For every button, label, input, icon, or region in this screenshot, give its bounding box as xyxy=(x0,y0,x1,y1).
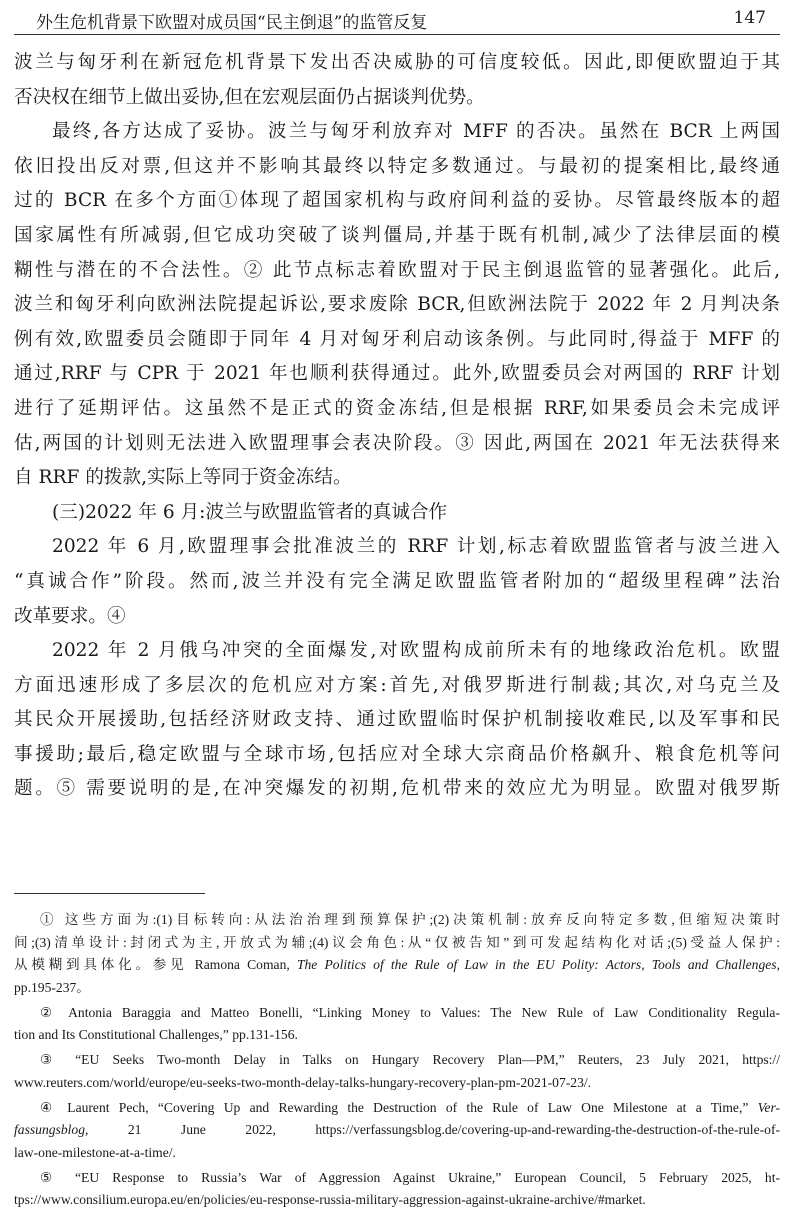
text-line: 依旧投出反对票,但这并不影响其最终以特定多数通过。与最初的提案相比,最终通 xyxy=(14,155,780,177)
footnote-line xyxy=(14,1142,780,1165)
text-line: 进行了延期评估。这虽然不是正式的资金冻结,但是根据 RRF,如果委员会未完成评 xyxy=(14,397,780,419)
footnote-text: www.reuters.com/world/europe/eu-seeks-two-month-delay-talks-hungary-recovery-plan-pm-2021-07-23/. xyxy=(14,1074,592,1090)
text-line: 糊性与潜在的不合法性。② 此节点标志着欧盟对于民主倒退监管的显著强化。此后, xyxy=(14,259,780,281)
text-line: 国家属性有所减弱,但它成功突破了谈判僵局,并基于既有机制,减少了法律层面的模 xyxy=(14,224,780,246)
footnote-text: ③ “EU Seeks Two-month Delay in Talks on Hungary Recovery Plan—PM,” Reuters, 23 July 2021, https:// xyxy=(40,1052,780,1067)
text-line: 2022 年 6 月,欧盟理事会批准波兰的 RRF 计划,标志着欧盟监管者与波兰进入 xyxy=(52,536,780,558)
text-line: 事援助;最后,稳定欧盟与全球市场,包括应对全球大宗商品价格飙升、粮食危机等问 xyxy=(14,743,780,765)
text-line: 其民众开展援助,包括经济财政支持、通过欧盟临时保护机制接收难民,以及军事和民 xyxy=(14,709,780,731)
text-line: 过的 BCR 在多个方面①体现了超国家机构与政府间利益的妥协。尽管最终版本的超 xyxy=(14,190,780,212)
footnote-line xyxy=(14,977,780,1000)
footnote-text: ② Antonia Baraggia and Matteo Bonelli, “Linking Money to Values: The New Rule of Law Conditionality Regula- xyxy=(40,1004,780,1020)
footnote-rule xyxy=(14,893,205,894)
text-line: “真诚合作”阶段。然而,波兰并没有完全满足欧盟监管者附加的“超级里程碑”法治 xyxy=(14,570,780,592)
running-title: 外生危机背景下欧盟对成员国“民主倒退”的监管反复 xyxy=(36,13,428,33)
footnote-line xyxy=(14,1002,780,1025)
text-line: 改革要求。④ xyxy=(14,605,126,627)
footnote-text: , 21 June 2022, https://verfassungsblog.de/covering-up-and-rewarding-the-destruction-of-the-rule-of- xyxy=(85,1122,780,1137)
footnote-text: ⑤ “EU Response to Russia’s War of Aggression Against Ukraine,” European Council, 5 February 2025, ht- xyxy=(40,1169,780,1185)
footnote-line xyxy=(14,1119,780,1142)
text-line: 否决权在细节上做出妥协,但在宏观层面仍占据谈判优势。 xyxy=(14,86,485,108)
footnote-text: pp.195-237。 xyxy=(14,979,90,995)
footnote-line xyxy=(14,954,780,977)
footnote-text: , xyxy=(776,957,780,972)
footnote-line xyxy=(14,1097,780,1120)
footnote-italic-title: Ver- xyxy=(757,1099,780,1115)
page-number: 147 xyxy=(733,8,766,28)
footnote-line xyxy=(14,1167,780,1190)
text-line: 通过,RRF 与 CPR 于 2021 年也顺利获得通过。此外,欧盟委员会对两国的 RRF 计划 xyxy=(14,363,780,385)
footnote-italic-title: The Politics of the Rule of Law in the EU Polity: Actors, Tools and Challenges xyxy=(296,957,777,972)
text-line: 自 RRF 的拨款,实际上等同于资金冻结。 xyxy=(14,467,352,489)
footnote-text: tion and Its Constitutional Challenges,” pp.131-156. xyxy=(14,1027,298,1042)
text-line: 题。⑤ 需要说明的是,在冲突爆发的初期,危机带来的效应尤为明显。欧盟对俄罗斯 xyxy=(14,778,780,800)
footnote-line xyxy=(14,1072,780,1095)
footnote-text: tps://www.consilium.europa.eu/en/policies/eu-response-russia-military-aggression-against-ukraine-archive/#market. xyxy=(14,1192,646,1207)
footnote-line xyxy=(14,1189,780,1212)
footnote-line xyxy=(14,909,780,932)
footnotes xyxy=(14,909,780,1212)
text-line: 波兰和匈牙利向欧洲法院提起诉讼,要求废除 BCR,但欧洲法院于 2022 年 2 月判决条 xyxy=(14,294,780,316)
footnote-text: 间;(3)清单设计:封闭式为主,开放式为辅;(4)议会角色:从“仅被告知”到可发起结构化对话;(5)受益人保护: xyxy=(14,934,780,950)
footnote-text: law-one-milestone-at-a-time/. xyxy=(14,1144,176,1160)
footnote-text: ① 这些方面为:(1)目标转向:从法治治理到预算保护;(2)决策机制:放弃反向特定多数,但缩短决策时 xyxy=(40,912,780,927)
text-line: 波兰与匈牙利在新冠危机背景下发出否决威胁的可信度较低。因此,即便欧盟迫于其 xyxy=(14,52,780,73)
running-header xyxy=(14,6,780,32)
footnote-line xyxy=(14,1049,780,1072)
text-line: 最终,各方达成了妥协。波兰与匈牙利放弃对 MFF 的否决。虽然在 BCR 上两国 xyxy=(52,121,780,143)
footnote-italic-title: fassungsblog xyxy=(14,1122,86,1137)
footnote-text: 从模糊到具体化。参见 Ramona Coman, xyxy=(14,957,297,972)
footnote-text: ④ Laurent Pech, “Covering Up and Rewarding the Destruction of the Rule of Law One Milestone at a Time,” xyxy=(40,1099,758,1115)
text-line: 例有效,欧盟委员会随即于同年 4 月对匈牙利启动该条例。与此同时,得益于 MFF 的 xyxy=(14,328,780,350)
footnote-line xyxy=(14,1024,780,1047)
section-heading: (三)2022 年 6 月:波兰与欧盟监管者的真诚合作 xyxy=(52,501,448,523)
header-rule xyxy=(14,34,780,35)
text-line: 估,两国的计划则无法进入欧盟理事会表决阶段。③ 因此,两国在 2021 年无法获得来 xyxy=(14,432,780,454)
text-line: 2022 年 2 月俄乌冲突的全面爆发,对欧盟构成前所未有的地缘政治危机。欧盟 xyxy=(52,640,780,662)
body-text xyxy=(14,46,780,807)
text-line: 方面迅速形成了多层次的危机应对方案:首先,对俄罗斯进行制裁;其次,对乌克兰及 xyxy=(14,674,780,696)
footnote-line xyxy=(14,932,780,955)
